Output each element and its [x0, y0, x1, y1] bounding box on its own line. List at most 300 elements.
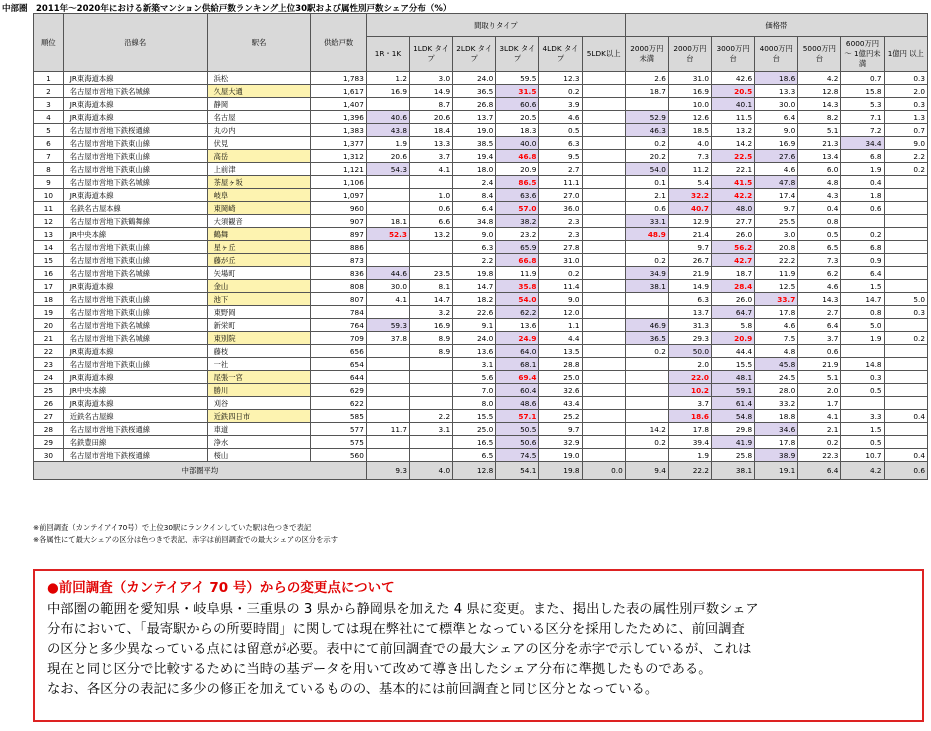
price-share-cell: 0.2: [625, 345, 668, 358]
price-share-cell: 7.2: [841, 124, 884, 137]
price-share-cell: 28.0: [755, 384, 798, 397]
price-share-cell: 29.3: [668, 332, 711, 345]
line-cell: 名古屋市営地下鉄東山線: [63, 293, 207, 306]
price-share-cell: [625, 358, 668, 371]
layout-share-cell: 24.0: [453, 72, 496, 85]
rank-cell: 16: [34, 267, 64, 280]
station-cell: 一社: [207, 358, 311, 371]
line-cell: 名古屋市営地下鉄東山線: [63, 241, 207, 254]
supply-cell: 622: [311, 397, 366, 410]
layout-share-cell: 16.9: [366, 85, 409, 98]
price-share-cell: 4.6: [755, 163, 798, 176]
price-share-cell: 7.1: [841, 111, 884, 124]
layout-share-cell: 66.8: [496, 254, 539, 267]
rank-cell: 28: [34, 423, 64, 436]
price-share-cell: [884, 371, 927, 384]
price-share-cell: [884, 215, 927, 228]
table-row: [34, 397, 928, 410]
layout-share-cell: 9.7: [539, 423, 582, 436]
layout-share-cell: 52.3: [366, 228, 409, 241]
rank-cell: 24: [34, 371, 64, 384]
layout-share-cell: [582, 410, 625, 423]
price-share-cell: 24.5: [755, 371, 798, 384]
layout-share-cell: 20.5: [496, 111, 539, 124]
header-price-band: 4000万円 台: [755, 37, 798, 72]
price-share-cell: 9.7: [668, 241, 711, 254]
supply-cell: 807: [311, 293, 366, 306]
average-row: [34, 462, 928, 480]
average-share-cell: 9.4: [625, 462, 668, 480]
price-share-cell: 13.2: [712, 124, 755, 137]
layout-share-cell: 19.4: [453, 150, 496, 163]
price-share-cell: 13.7: [668, 306, 711, 319]
price-share-cell: [884, 345, 927, 358]
layout-share-cell: [366, 345, 409, 358]
price-share-cell: 42.6: [712, 72, 755, 85]
layout-share-cell: 4.6: [539, 111, 582, 124]
layout-share-cell: 20.6: [366, 150, 409, 163]
layout-share-cell: [409, 371, 452, 384]
change-notice-line: 現在と同じ区分で比較するために当時の基データを用いて改めて導き出したシェア分布に準拠したものである。: [47, 662, 712, 677]
line-cell: 名古屋市営地下鉄東山線: [63, 150, 207, 163]
layout-share-cell: 60.4: [496, 384, 539, 397]
layout-share-cell: 59.3: [366, 319, 409, 332]
price-share-cell: 6.8: [841, 241, 884, 254]
supply-cell: 577: [311, 423, 366, 436]
price-share-cell: 6.2: [798, 267, 841, 280]
header-layout-type: 2LDK タイプ: [453, 37, 496, 72]
layout-share-cell: 13.3: [409, 137, 452, 150]
station-cell: 高岳: [207, 150, 311, 163]
header-rank: 順位: [34, 14, 64, 72]
layout-share-cell: 28.8: [539, 358, 582, 371]
change-notice-line: 中部圏の範囲を愛知県・岐阜県・三重県の 3 県から静岡県を加えた 4 県に変更。また、掲出した表の属性別戸数シェア: [47, 602, 759, 617]
average-share-cell: 22.2: [668, 462, 711, 480]
layout-share-cell: [582, 215, 625, 228]
average-share-cell: 0.6: [884, 462, 927, 480]
supply-cell: 1,377: [311, 137, 366, 150]
station-cell: 浜松: [207, 72, 311, 85]
supply-cell: 886: [311, 241, 366, 254]
line-cell: JR東海道本線: [63, 111, 207, 124]
layout-share-cell: 34.8: [453, 215, 496, 228]
price-share-cell: [884, 267, 927, 280]
supply-cell: 644: [311, 371, 366, 384]
layout-share-cell: [409, 436, 452, 449]
price-share-cell: 0.6: [841, 202, 884, 215]
rank-cell: 25: [34, 384, 64, 397]
layout-share-cell: 15.5: [453, 410, 496, 423]
layout-share-cell: 3.1: [453, 358, 496, 371]
layout-share-cell: [366, 371, 409, 384]
price-share-cell: 14.7: [841, 293, 884, 306]
price-share-cell: 0.3: [841, 371, 884, 384]
average-share-cell: 4.0: [409, 462, 452, 480]
layout-share-cell: 19.0: [539, 449, 582, 462]
layout-share-cell: 13.7: [453, 111, 496, 124]
price-share-cell: 2.1: [625, 189, 668, 202]
line-cell: JR東海道本線: [63, 189, 207, 202]
layout-share-cell: 86.5: [496, 176, 539, 189]
price-share-cell: 6.4: [841, 267, 884, 280]
station-cell: 伏見: [207, 137, 311, 150]
layout-share-cell: 3.0: [409, 72, 452, 85]
rank-cell: 3: [34, 98, 64, 111]
layout-share-cell: 3.2: [409, 306, 452, 319]
layout-share-cell: 18.3: [496, 124, 539, 137]
supply-cell: 575: [311, 436, 366, 449]
table-row: [34, 267, 928, 280]
price-share-cell: 20.9: [712, 332, 755, 345]
layout-share-cell: [582, 293, 625, 306]
price-share-cell: 0.3: [884, 98, 927, 111]
price-share-cell: 44.4: [712, 345, 755, 358]
layout-share-cell: 63.6: [496, 189, 539, 202]
layout-share-cell: 14.7: [409, 293, 452, 306]
station-cell: 新栄町: [207, 319, 311, 332]
layout-share-cell: 37.8: [366, 332, 409, 345]
table-row: [34, 202, 928, 215]
price-share-cell: 48.1: [712, 371, 755, 384]
price-share-cell: 32.2: [668, 189, 711, 202]
table-row: [34, 241, 928, 254]
price-share-cell: 14.3: [798, 293, 841, 306]
layout-share-cell: [582, 423, 625, 436]
layout-share-cell: 13.2: [409, 228, 452, 241]
price-share-cell: 1.8: [841, 189, 884, 202]
price-share-cell: [884, 384, 927, 397]
average-share-cell: 19.1: [755, 462, 798, 480]
price-share-cell: 31.3: [668, 319, 711, 332]
price-share-cell: 54.0: [625, 163, 668, 176]
rank-cell: 7: [34, 150, 64, 163]
price-share-cell: 14.9: [668, 280, 711, 293]
price-share-cell: 28.4: [712, 280, 755, 293]
price-share-cell: 30.0: [755, 98, 798, 111]
price-share-cell: 56.2: [712, 241, 755, 254]
layout-share-cell: 54.3: [366, 163, 409, 176]
price-share-cell: 0.4: [798, 202, 841, 215]
price-share-cell: 4.6: [798, 280, 841, 293]
layout-share-cell: [582, 449, 625, 462]
line-cell: 名古屋市営地下鉄東山線: [63, 254, 207, 267]
layout-share-cell: 65.9: [496, 241, 539, 254]
line-cell: JR東海道本線: [63, 72, 207, 85]
price-share-cell: 46.3: [625, 124, 668, 137]
header-price-band: 3000万円 台: [712, 37, 755, 72]
layout-share-cell: 16.9: [409, 319, 452, 332]
layout-share-cell: 18.4: [409, 124, 452, 137]
price-share-cell: 33.7: [755, 293, 798, 306]
layout-share-cell: [582, 397, 625, 410]
rank-cell: 12: [34, 215, 64, 228]
layout-share-cell: [582, 228, 625, 241]
price-share-cell: [841, 215, 884, 228]
line-cell: 名鉄豊田線: [63, 436, 207, 449]
layout-share-cell: 62.2: [496, 306, 539, 319]
layout-share-cell: 30.0: [366, 280, 409, 293]
line-cell: 近鉄名古屋線: [63, 410, 207, 423]
layout-share-cell: 46.8: [496, 150, 539, 163]
layout-share-cell: [409, 358, 452, 371]
price-share-cell: 27.6: [755, 150, 798, 163]
header-layout-type: 3LDK タイプ: [496, 37, 539, 72]
price-share-cell: [884, 358, 927, 371]
table-row: [34, 189, 928, 202]
price-share-cell: 22.5: [712, 150, 755, 163]
layout-share-cell: [366, 98, 409, 111]
price-share-cell: 21.9: [798, 358, 841, 371]
layout-share-cell: 13.6: [496, 319, 539, 332]
price-share-cell: 21.4: [668, 228, 711, 241]
header-layout-group: 間取りタイプ: [366, 14, 625, 37]
layout-share-cell: [366, 384, 409, 397]
price-share-cell: 18.7: [625, 85, 668, 98]
price-share-cell: [884, 319, 927, 332]
line-cell: 名古屋市営地下鉄名城線: [63, 319, 207, 332]
price-share-cell: [625, 241, 668, 254]
price-share-cell: 0.2: [625, 436, 668, 449]
ranking-table: [33, 13, 928, 480]
price-share-cell: 14.2: [712, 137, 755, 150]
rank-cell: 29: [34, 436, 64, 449]
line-cell: 名古屋市営地下鉄東山線: [63, 163, 207, 176]
price-share-cell: 0.7: [841, 72, 884, 85]
rank-cell: 6: [34, 137, 64, 150]
rank-cell: 1: [34, 72, 64, 85]
price-share-cell: 22.0: [668, 371, 711, 384]
supply-cell: 1,396: [311, 111, 366, 124]
table-row: [34, 85, 928, 98]
layout-share-cell: 14.9: [409, 85, 452, 98]
layout-share-cell: [582, 137, 625, 150]
layout-share-cell: [366, 436, 409, 449]
price-share-cell: 5.0: [841, 319, 884, 332]
price-share-cell: 0.6: [625, 202, 668, 215]
station-cell: 東野岡: [207, 306, 311, 319]
layout-share-cell: 8.4: [453, 189, 496, 202]
station-cell: 大須観音: [207, 215, 311, 228]
layout-share-cell: [366, 410, 409, 423]
price-share-cell: 2.0: [668, 358, 711, 371]
layout-share-cell: [366, 449, 409, 462]
average-label: 中部圏平均: [34, 462, 367, 480]
layout-share-cell: 11.1: [539, 176, 582, 189]
price-share-cell: 9.0: [884, 137, 927, 150]
line-cell: 名古屋市営地下鉄東山線: [63, 358, 207, 371]
price-share-cell: 7.3: [668, 150, 711, 163]
price-share-cell: 64.7: [712, 306, 755, 319]
price-share-cell: 5.8: [712, 319, 755, 332]
layout-share-cell: 9.0: [453, 228, 496, 241]
price-share-cell: 26.0: [712, 293, 755, 306]
price-share-cell: 0.4: [884, 449, 927, 462]
price-share-cell: 4.8: [798, 176, 841, 189]
price-share-cell: [884, 241, 927, 254]
price-share-cell: 21.3: [798, 137, 841, 150]
rank-cell: 27: [34, 410, 64, 423]
line-cell: 名古屋市営地下鉄桜通線: [63, 449, 207, 462]
station-cell: 車道: [207, 423, 311, 436]
price-share-cell: 14.2: [625, 423, 668, 436]
price-share-cell: 1.9: [668, 449, 711, 462]
supply-cell: 808: [311, 280, 366, 293]
layout-share-cell: [582, 371, 625, 384]
price-share-cell: 1.5: [841, 423, 884, 436]
layout-share-cell: 31.0: [539, 254, 582, 267]
price-share-cell: 14.8: [841, 358, 884, 371]
layout-share-cell: 8.0: [453, 397, 496, 410]
price-share-cell: 3.0: [755, 228, 798, 241]
layout-share-cell: 54.0: [496, 293, 539, 306]
price-share-cell: 11.9: [755, 267, 798, 280]
layout-share-cell: [582, 332, 625, 345]
price-share-cell: 27.7: [712, 215, 755, 228]
layout-share-cell: [366, 254, 409, 267]
table-row: [34, 150, 928, 163]
average-share-cell: 54.1: [496, 462, 539, 480]
layout-share-cell: [582, 98, 625, 111]
station-cell: 桜山: [207, 449, 311, 462]
price-share-cell: 34.9: [625, 267, 668, 280]
price-share-cell: 0.4: [884, 410, 927, 423]
header-layout-type: 4LDK タイプ: [539, 37, 582, 72]
layout-share-cell: 1.1: [539, 319, 582, 332]
price-share-cell: 52.9: [625, 111, 668, 124]
layout-share-cell: [409, 384, 452, 397]
price-share-cell: 1.9: [841, 332, 884, 345]
layout-share-cell: 69.4: [496, 371, 539, 384]
supply-cell: 1,617: [311, 85, 366, 98]
price-share-cell: 20.5: [712, 85, 755, 98]
layout-share-cell: 50.6: [496, 436, 539, 449]
layout-share-cell: 6.4: [453, 202, 496, 215]
price-share-cell: 1.9: [841, 163, 884, 176]
price-share-cell: 17.8: [755, 436, 798, 449]
price-share-cell: 6.0: [798, 163, 841, 176]
price-share-cell: [884, 254, 927, 267]
layout-share-cell: 6.3: [453, 241, 496, 254]
line-cell: JR東海道本線: [63, 280, 207, 293]
layout-share-cell: 43.8: [366, 124, 409, 137]
layout-share-cell: 3.1: [409, 423, 452, 436]
layout-share-cell: 57.1: [496, 410, 539, 423]
layout-share-cell: 0.2: [539, 267, 582, 280]
layout-share-cell: 8.9: [409, 345, 452, 358]
table-row: [34, 436, 928, 449]
average-share-cell: 6.4: [798, 462, 841, 480]
layout-share-cell: 6.5: [453, 449, 496, 462]
layout-share-cell: [366, 241, 409, 254]
supply-cell: 1,407: [311, 98, 366, 111]
line-cell: 名古屋市営地下鉄名城線: [63, 332, 207, 345]
layout-share-cell: 26.8: [453, 98, 496, 111]
layout-share-cell: 32.9: [539, 436, 582, 449]
table-body: [34, 72, 928, 462]
supply-cell: 1,383: [311, 124, 366, 137]
price-share-cell: 1.3: [884, 111, 927, 124]
layout-share-cell: [366, 202, 409, 215]
change-notice-line: なお、各区分の表記に多少の修正を加えているものの、基本的には前回調査と同じ区分となっている。: [47, 682, 659, 697]
price-share-cell: 34.4: [841, 137, 884, 150]
average-share-cell: 9.3: [366, 462, 409, 480]
table-row: [34, 319, 928, 332]
price-share-cell: 5.3: [841, 98, 884, 111]
price-share-cell: 22.2: [755, 254, 798, 267]
layout-share-cell: [409, 176, 452, 189]
price-share-cell: 0.4: [841, 176, 884, 189]
layout-share-cell: 68.1: [496, 358, 539, 371]
layout-share-cell: [582, 254, 625, 267]
table-row: [34, 163, 928, 176]
price-share-cell: [625, 410, 668, 423]
price-share-cell: 10.0: [668, 98, 711, 111]
layout-share-cell: 14.7: [453, 280, 496, 293]
price-share-cell: 41.9: [712, 436, 755, 449]
layout-share-cell: 74.5: [496, 449, 539, 462]
layout-share-cell: 25.0: [539, 371, 582, 384]
layout-share-cell: [582, 384, 625, 397]
change-notice-box: [33, 569, 924, 722]
rank-cell: 15: [34, 254, 64, 267]
page-title: 中部圏 2011年～2020年における新築マンション供給戸数ランキング上位30駅および属性別戸数シェア分布（%）: [2, 4, 452, 14]
price-share-cell: 29.8: [712, 423, 755, 436]
layout-share-cell: [582, 306, 625, 319]
rank-cell: 14: [34, 241, 64, 254]
price-share-cell: 13.3: [755, 85, 798, 98]
price-share-cell: 10.2: [668, 384, 711, 397]
supply-cell: 764: [311, 319, 366, 332]
layout-share-cell: 3.7: [409, 150, 452, 163]
station-cell: 鶴舞: [207, 228, 311, 241]
header-price-band: 2000万円 未満: [625, 37, 668, 72]
layout-share-cell: [582, 267, 625, 280]
price-share-cell: 18.5: [668, 124, 711, 137]
station-cell: 茶屋ヶ坂: [207, 176, 311, 189]
supply-cell: 656: [311, 345, 366, 358]
layout-share-cell: 11.7: [366, 423, 409, 436]
layout-share-cell: 25.2: [539, 410, 582, 423]
layout-share-cell: 2.7: [539, 163, 582, 176]
supply-cell: 629: [311, 384, 366, 397]
supply-cell: 585: [311, 410, 366, 423]
price-share-cell: 15.8: [841, 85, 884, 98]
layout-share-cell: [582, 163, 625, 176]
price-share-cell: 50.0: [668, 345, 711, 358]
header-price-band: 5000万円 台: [798, 37, 841, 72]
price-share-cell: 4.3: [798, 189, 841, 202]
price-share-cell: 12.6: [668, 111, 711, 124]
layout-share-cell: [582, 111, 625, 124]
station-cell: 岐阜: [207, 189, 311, 202]
price-share-cell: 48.9: [625, 228, 668, 241]
price-share-cell: 42.7: [712, 254, 755, 267]
layout-share-cell: 2.2: [453, 254, 496, 267]
layout-share-cell: [409, 241, 452, 254]
note-line: ※前回調査（カンテイアイ70号）で上位30駅にランクインしていた駅は色つきで表記: [33, 523, 312, 532]
layout-share-cell: [582, 358, 625, 371]
station-cell: 静岡: [207, 98, 311, 111]
layout-share-cell: 13.6: [453, 345, 496, 358]
layout-share-cell: 6.6: [409, 215, 452, 228]
layout-share-cell: 16.5: [453, 436, 496, 449]
price-share-cell: [625, 449, 668, 462]
layout-share-cell: 50.5: [496, 423, 539, 436]
layout-share-cell: 11.9: [496, 267, 539, 280]
price-share-cell: 1.7: [798, 397, 841, 410]
price-share-cell: 4.2: [798, 72, 841, 85]
price-share-cell: 0.5: [841, 436, 884, 449]
